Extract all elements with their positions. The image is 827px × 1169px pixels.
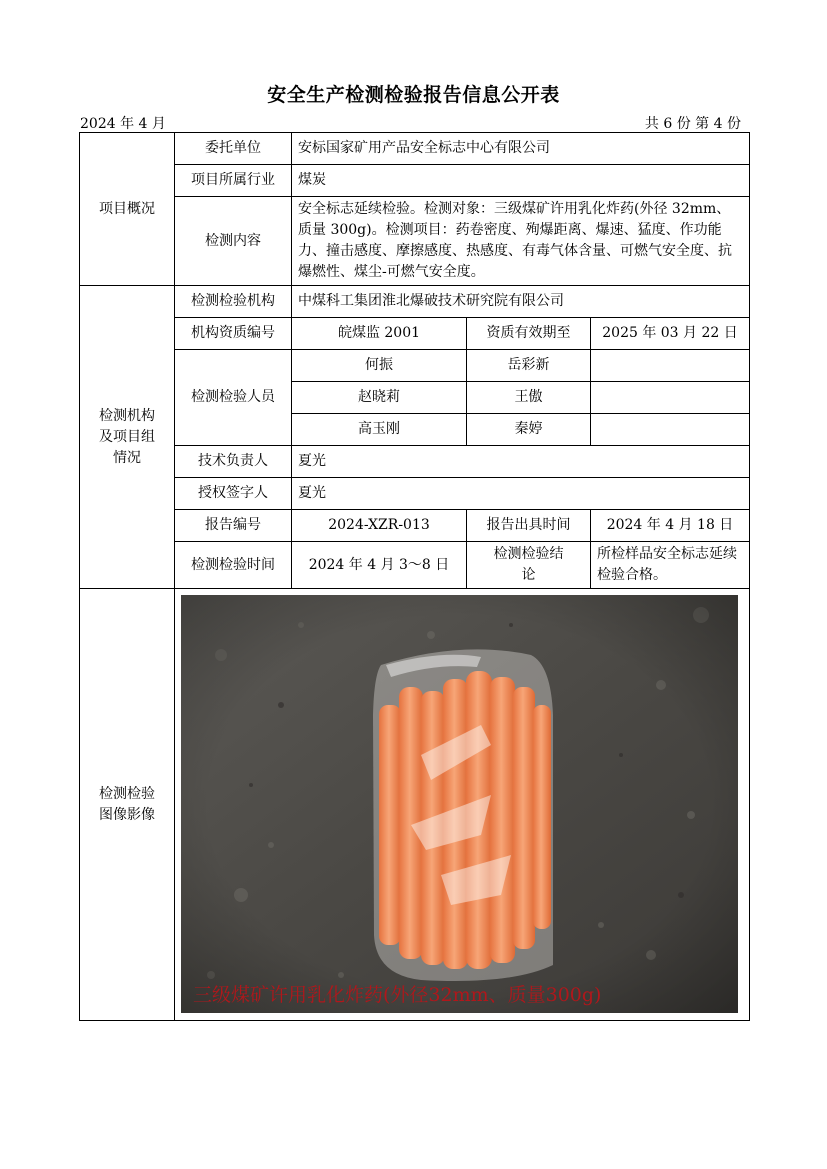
- valid-label: 资质有效期至: [467, 318, 591, 350]
- qual-no-label: 机构资质编号: [175, 318, 292, 350]
- section-org-text: 检测机构及项目组情况: [99, 407, 155, 466]
- time-label: 检测检验时间: [175, 542, 292, 589]
- signer-label: 授权签字人: [175, 478, 292, 510]
- industry-value: 煤炭: [292, 165, 750, 197]
- page-title: 安全生产检测检验报告信息公开表: [267, 84, 560, 106]
- section-image-text: 检测检验图像影像: [99, 785, 155, 823]
- industry-label: 项目所属行业: [175, 165, 292, 197]
- staff-cell: [591, 382, 750, 414]
- issue-label: 报告出具时间: [467, 510, 591, 542]
- report-no-label: 报告编号: [175, 510, 292, 542]
- content-label: 检测内容: [175, 197, 292, 286]
- conclusion-label-text: 检测检验结论: [493, 546, 564, 583]
- staff-cell: 何振: [292, 350, 467, 382]
- time-value: 2024 年 4 月 3～8 日: [292, 542, 467, 589]
- sample-photo: [181, 595, 738, 1013]
- report-no-value: 2024-XZR-013: [292, 510, 467, 542]
- conclusion-value: 所检样品安全标志延续检验合格。: [591, 542, 750, 589]
- tech-label: 技术负责人: [175, 446, 292, 478]
- report-date: 2024 年 4 月: [80, 116, 166, 132]
- staff-cell: 高玉刚: [292, 414, 467, 446]
- staff-cell: 秦婷: [467, 414, 591, 446]
- section-org: [80, 286, 175, 589]
- issue-value: 2024 年 4 月 18 日: [591, 510, 750, 542]
- section-overview: 项目概况: [80, 133, 175, 286]
- org-value: 中煤科工集团淮北爆破技术研究院有限公司: [292, 286, 750, 318]
- staff-cell: 王傲: [467, 382, 591, 414]
- qual-no-value: 皖煤监 2001: [292, 318, 467, 350]
- signer-value: 夏光: [292, 478, 750, 510]
- info-table: [79, 132, 750, 1021]
- staff-cell: 赵晓莉: [292, 382, 467, 414]
- photo-caption: 三级煤矿许用乳化炸药(外径32mm、质量300g): [193, 984, 602, 1006]
- conclusion-label: [467, 542, 591, 589]
- client-value: 安标国家矿用产品安全标志中心有限公司: [292, 133, 750, 165]
- tech-value: 夏光: [292, 446, 750, 478]
- content-value: 安全标志延续检验。检测对象：三级煤矿许用乳化炸药(外径 32mm、质量 300g)。检测项目：药卷密度、殉爆距离、爆速、猛度、作功能力、撞击感度、摩擦感度、热感度、有毒气体含量、可燃气安全度、抗爆燃性、煤尘-可燃气安全度。: [292, 197, 750, 286]
- staff-label: 检测检验人员: [175, 350, 292, 446]
- photo-cell: [175, 589, 750, 1021]
- staff-cell: [591, 414, 750, 446]
- copy-count: 共 6 份 第 4 份: [644, 116, 741, 132]
- valid-value: 2025 年 03 月 22 日: [591, 318, 750, 350]
- staff-cell: 岳彩新: [467, 350, 591, 382]
- org-label: 检测检验机构: [175, 286, 292, 318]
- client-label: 委托单位: [175, 133, 292, 165]
- staff-cell: [591, 350, 750, 382]
- section-image: [80, 589, 175, 1021]
